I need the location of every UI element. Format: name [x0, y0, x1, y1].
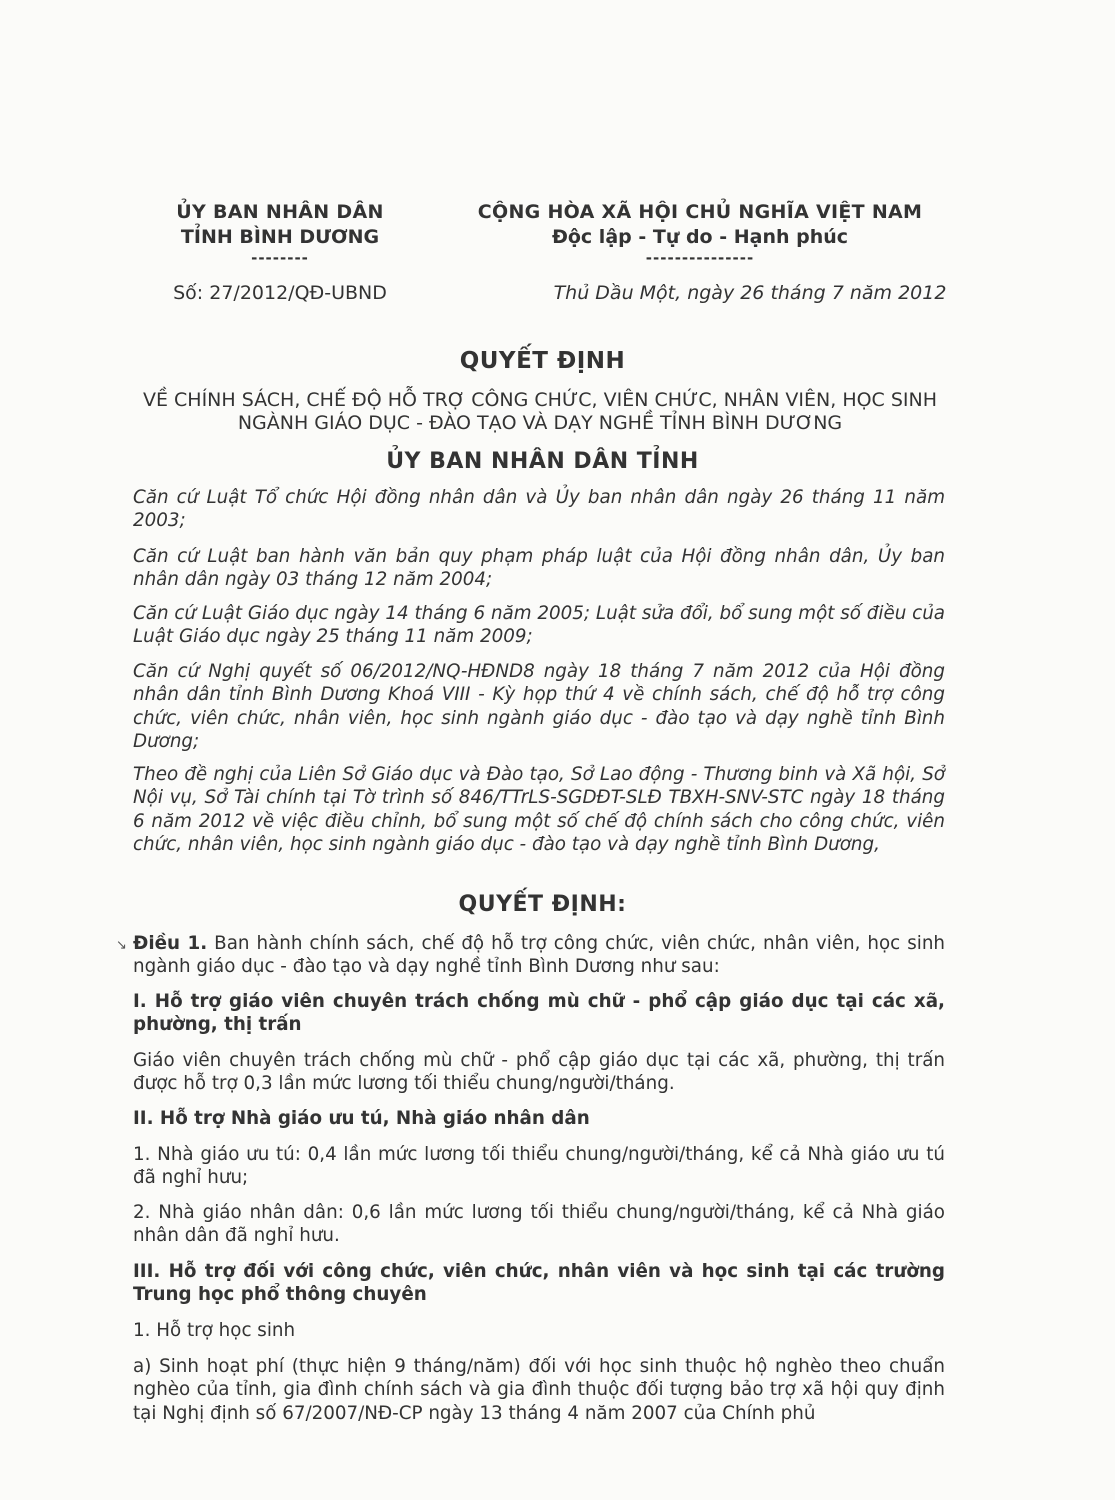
- nation-name: CỘNG HÒA XÃ HỘI CHỦ NGHĨA VIỆT NAM: [477, 201, 923, 223]
- document-number: Số: 27/2012/QĐ-UBND: [173, 282, 387, 304]
- subtitle-line-1: VỀ CHÍNH SÁCH, CHẾ ĐỘ HỖ TRỢ CÔNG CHỨC, VIÊN CHỨC, NHÂN VIÊN, HỌC SINH: [142, 389, 938, 411]
- section-2-heading: II. Hỗ trợ Nhà giáo ưu tú, Nhà giáo nhân dân: [133, 1108, 590, 1129]
- authority-line-1: ỦY BAN NHÂN DÂN: [176, 201, 384, 223]
- document-date: Thủ Dầu Một, ngày 26 tháng 7 năm 2012: [553, 282, 947, 304]
- preamble-clause-1: Căn cứ Luật Tổ chức Hội đồng nhân dân và Ủy ban nhân dân ngày 26 tháng 11 năm 2003;: [133, 487, 945, 532]
- section-1-text: Giáo viên chuyên trách chống mù chữ - phổ cập giáo dục tại các xã, phường, thị trấn được hỗ trợ 0,3 lần mức lương tối thiểu chung/người/tháng.: [133, 1050, 945, 1095]
- preamble-clause-5: Theo đề nghị của Liên Sở Giáo dục và Đào tạo, Sở Lao động - Thương binh và Xã hội, Sở Nội vụ, Sở Tài chính tại Tờ trình số 846/TTrLS-SGDĐT-SLĐ TBXH-SNV-STC ngày 18 tháng 6 năm 2012 về việc điều chỉnh, bổ sung một số chế độ chính sách cho công chức, viên chức, nhân viên, học sinh ngành giáo dục - đào tạo và dạy nghề tỉnh Bình Dương,: [133, 764, 945, 856]
- section-3-item-1a: a) Sinh hoạt phí (thực hiện 9 tháng/năm) đối với học sinh thuộc hộ nghèo theo chuẩn nghèo của tỉnh, gia đình chính sách và gia đình thuộc đối tượng bảo trợ xã hội quy định tại Nghị định số 67/2007/NĐ-CP ngày 13 tháng 4 năm 2007 của Chính phủ: [133, 1356, 945, 1424]
- national-motto: Độc lập - Tự do - Hạnh phúc: [551, 226, 849, 248]
- section-3-item-1: 1. Hỗ trợ học sinh: [133, 1320, 296, 1341]
- article-1-text: Ban hành chính sách, chế độ hỗ trợ công chức, viên chức, nhân viên, học sinh ngành giáo dục - đào tạo và dạy nghề tỉnh Bình Dương như sau:: [133, 933, 945, 978]
- document-title: QUYẾT ĐỊNH: [459, 348, 626, 374]
- decision-heading: QUYẾT ĐỊNH:: [458, 892, 627, 917]
- document-subtitle: [0, 389, 1080, 435]
- authority-divider: --------: [251, 249, 309, 267]
- preamble-clause-3: Căn cứ Luật Giáo dục ngày 14 tháng 6 năm 2005; Luật sửa đổi, bổ sung một số điều của Luật Giáo dục ngày 25 tháng 11 năm 2009;: [133, 603, 945, 648]
- article-1-label: Điều 1.: [133, 933, 208, 954]
- section-3-heading: III. Hỗ trợ đối với công chức, viên chức, nhân viên và học sinh tại các trường Trung học phổ thông chuyên: [133, 1261, 945, 1306]
- authority-line-2: TỈNH BÌNH DƯƠNG: [180, 226, 380, 248]
- issuing-authority-title: ỦY BAN NHÂN DÂN TỈNH: [386, 449, 699, 474]
- national-motto-block: [460, 200, 940, 266]
- section-2-item-1: 1. Nhà giáo ưu tú: 0,4 lần mức lương tối thiểu chung/người/tháng, kể cả Nhà giáo ưu tú đã nghỉ hưu;: [133, 1144, 945, 1189]
- motto-divider: ---------------: [645, 249, 755, 267]
- preamble-clause-4: Căn cứ Nghị quyết số 06/2012/NQ-HĐND8 ngày 18 tháng 7 năm 2012 của Hội đồng nhân dân tỉnh Bình Dương Khoá VIII - Kỳ họp thứ 4 về chính sách, chế độ hỗ trợ công chức, viên chức, nhân viên, học sinh ngành giáo dục - đào tạo và dạy nghề tỉnh Bình Dương;: [133, 661, 945, 753]
- margin-mark-icon: ↘: [116, 938, 127, 953]
- article-1: [133, 932, 945, 979]
- section-1-heading: I. Hỗ trợ giáo viên chuyên trách chống mù chữ - phổ cập giáo dục tại các xã, phường, thị trấn: [133, 991, 945, 1036]
- issuing-authority-block: [160, 200, 400, 266]
- section-2-item-2: 2. Nhà giáo nhân dân: 0,6 lần mức lương tối thiểu chung/người/tháng, kể cả Nhà giáo nhân dân đã nghỉ hưu.: [133, 1202, 945, 1247]
- preamble-clause-2: Căn cứ Luật ban hành văn bản quy phạm pháp luật của Hội đồng nhân dân, Ủy ban nhân dân ngày 03 tháng 12 năm 2004;: [133, 546, 945, 591]
- subtitle-line-2: NGÀNH GIÁO DỤC - ĐÀO TẠO VÀ DẠY NGHỀ TỈNH BÌNH DƯƠNG: [237, 412, 843, 434]
